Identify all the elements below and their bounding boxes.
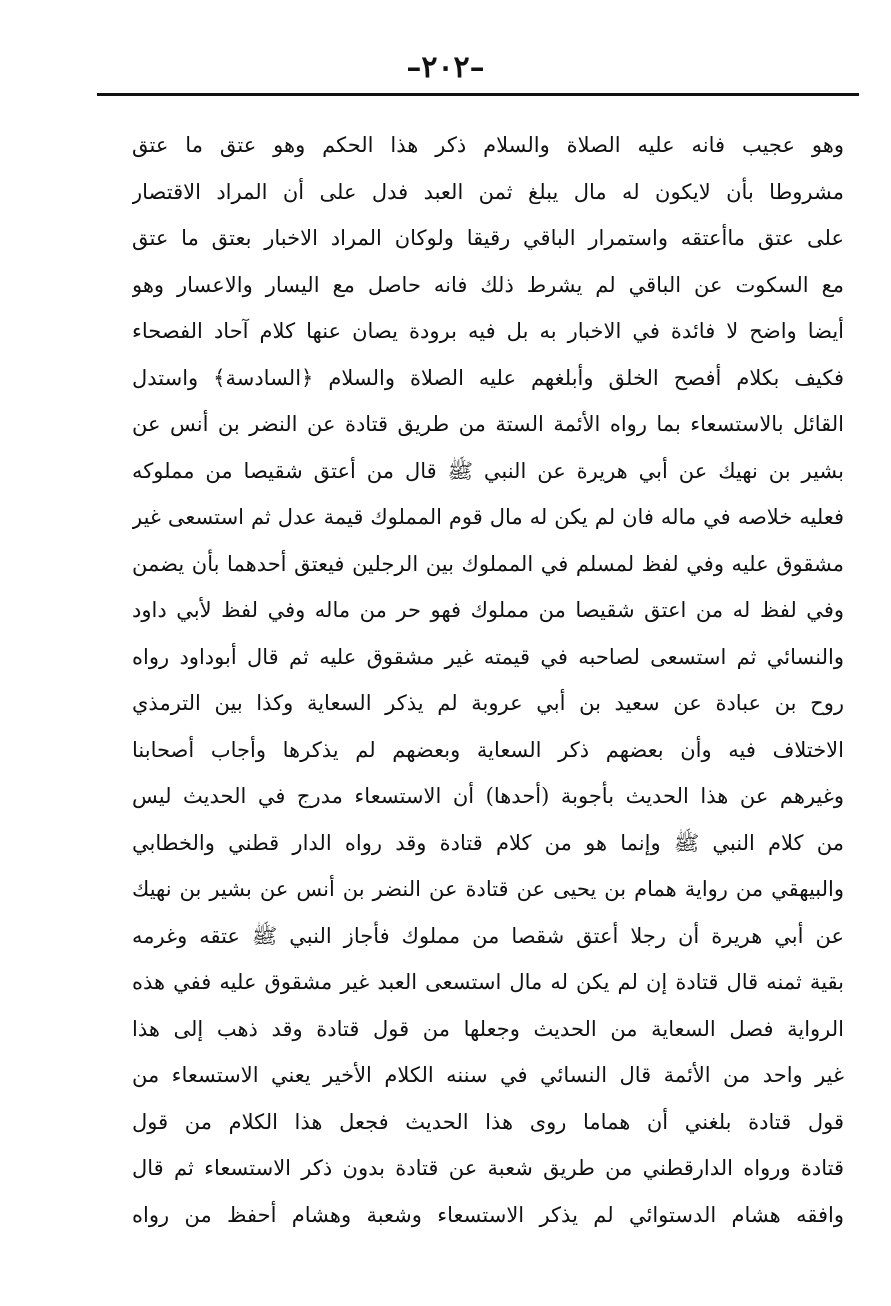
text-line-5: أيضا واضح لا فائدة في الاخبار به بل فيه برودة يصان عنها كلام آحاد الفصحاء bbox=[132, 319, 844, 343]
text-line-23: قتادة ورواه الدارقطني من طريق شعبة عن قتادة بدون ذكر الاستسعاء ثم قال bbox=[132, 1156, 844, 1180]
text-line-10: مشقوق عليه وفي لفظ لمسلم في المملوك بين الرجلين فيعتق أحدهما بأن يضمن bbox=[132, 551, 844, 576]
text-line-1: وهو عجيب فانه عليه الصلاة والسلام ذكر هذا الحكم وهو عتق ما عتق bbox=[132, 133, 844, 157]
text-line-22: قول قتادة بلغني أن هماما روى هذا الحديث فجعل هذا الكلام من قول bbox=[132, 1109, 844, 1134]
text-line-7: القائل بالاستسعاء بما رواه الأئمة الستة من طريق قتادة عن النضر بن أنس عن bbox=[132, 412, 844, 436]
text-line-9: فعليه خلاصه في ماله فان لم يكن له مال قوم المملوك قيمة عدل ثم استسعى غير bbox=[132, 505, 844, 529]
page-number: –٢٠٢– bbox=[406, 50, 485, 85]
text-line-3: على عتق ماأعتقه واستمرار الباقي رقيقا ولوكان المراد الاخبار بعتق ما عتق bbox=[132, 226, 844, 250]
text-line-18: عن أبي هريرة أن رجلا أعتق شقصا من مملوك فأجاز النبي ﷺ عتقه وغرمه bbox=[132, 923, 844, 948]
text-line-16: من كلام النبي ﷺ وإنما هو من كلام قتادة وقد رواه الدار قطني والخطابي bbox=[132, 830, 844, 855]
text-line-8: بشير بن نهيك عن أبي هريرة عن النبي ﷺ قال من أعتق شقيصا من مملوكه bbox=[132, 458, 844, 483]
text-line-6: فكيف بكلام أفصح الخلق وأبلغهم عليه الصلاة والسلام ﴿السادسة﴾ واستدل bbox=[132, 365, 844, 390]
text-line-21: غير واحد من الأئمة قال النسائي في سننه الكلام الأخير يعني الاستسعاء من bbox=[132, 1063, 844, 1087]
text-line-13: روح بن عبادة عن سعيد بن أبي عروبة لم يذكر السعاية وكذا بين الترمذي bbox=[132, 691, 844, 715]
text-line-11: وفي لفظ له من اعتق شقيصا من مملوك فهو حر من ماله وفي لفظ لأبي داود bbox=[132, 598, 844, 622]
text-line-15: وغيرهم عن هذا الحديث بأجوبة (أحدها) أن الاستسعاء مدرج في الحديث ليس bbox=[132, 784, 844, 808]
header-rule bbox=[97, 93, 859, 96]
text-line-2: مشروطا بأن لايكون له مال يبلغ ثمن العبد فدل على أن المراد الاقتصار bbox=[132, 179, 844, 204]
text-line-20: الرواية فصل السعاية من الحديث وجعلها من قول قتادة وقد ذهب إلى هذا bbox=[132, 1016, 844, 1041]
text-line-24: وافقه هشام الدستوائي لم يذكر الاستسعاء وشعبة وهشام أحفظ من رواه bbox=[132, 1202, 844, 1227]
text-line-14: الاختلاف فيه وأن بعضهم ذكر السعاية وبعضهم لم يذكرها وأجاب أصحابنا bbox=[132, 737, 844, 762]
text-line-17: والبيهقي من رواية همام بن يحيى عن قتادة عن النضر بن أنس عن بشير بن نهيك bbox=[132, 877, 844, 901]
text-line-19: بقية ثمنه قال قتادة إن لم يكن له مال استسعى العبد غير مشقوق عليه ففي هذه bbox=[132, 970, 844, 994]
text-line-12: والنسائي ثم استسعى لصاحبه في قيمته غير مشقوق عليه ثم قال أبوداود رواه bbox=[132, 644, 844, 669]
body-text bbox=[132, 122, 844, 1238]
text-line-4: مع السكوت عن الباقي لم يشرط ذلك فانه حاصل مع اليسار والاعسار وهو bbox=[132, 272, 844, 297]
